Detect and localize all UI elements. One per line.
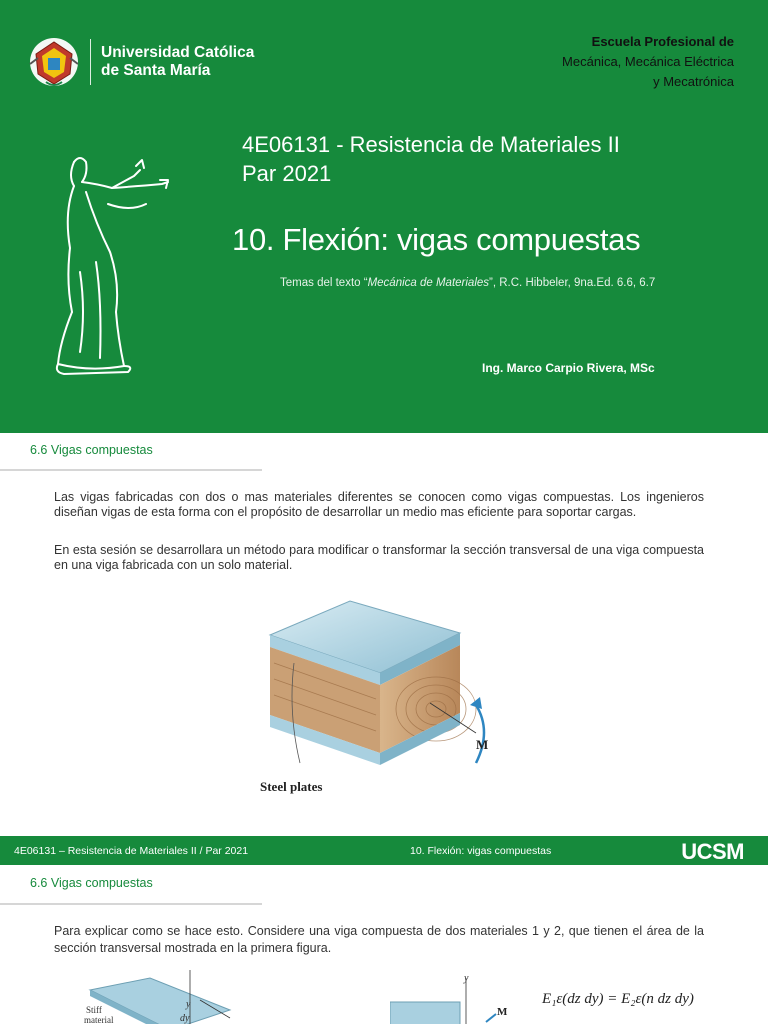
heading-divider xyxy=(0,469,262,471)
school-line-1: Escuela Profesional de xyxy=(591,34,734,49)
footer-course: 4E06131 – Resistencia de Materiales II / Par 2021 xyxy=(14,845,249,857)
explanation-paragraph: Para explicar como se hace esto. Considere una viga compuesta de dos materiales 1 y 2, que tienen el área de la sección transversal mostrada en la primera figura. xyxy=(54,924,704,955)
footer-logo: UCSM xyxy=(681,839,744,864)
moment-label-2: M xyxy=(497,1006,508,1018)
stiff-label: Stiff xyxy=(86,1005,102,1015)
school-line-3: y Mecatrónica xyxy=(653,74,734,89)
y-axis-label-left: y xyxy=(186,999,191,1010)
steel-plates-label: Steel plates xyxy=(260,779,323,794)
school-line-2: Mecánica, Mecánica Eléctrica xyxy=(562,54,734,69)
dy-label: dy xyxy=(180,1013,190,1024)
force-equation: E₁ε(dz dy) = E₂ε(n dz dy) xyxy=(542,991,694,1007)
material-label: material xyxy=(84,1015,114,1024)
subtitle-suffix: ”, R.C. Hibbeler, 9na.Ed. 6.6, 6.7 xyxy=(489,277,656,289)
presentation-title: 10. Flexión: vigas compuestas xyxy=(232,222,641,257)
composite-beam-figure xyxy=(240,593,500,808)
title-slide xyxy=(0,0,768,433)
school-name xyxy=(562,32,734,92)
section-heading-2: 6.6 Vigas compuestas xyxy=(30,876,153,890)
virgin-figure-illustration xyxy=(50,152,180,377)
course-line-2: Par 2021 xyxy=(242,161,332,186)
course-line-1: 4E06131 - Resistencia de Materiales II xyxy=(242,132,620,157)
method-paragraph: En esta sesión se desarrollara un método para modificar o transformar la sección transversal de una viga compuesta en una viga fabricada con un solo material. xyxy=(54,543,704,572)
intro-paragraph: Las vigas fabricadas con dos o mas materiales diferentes se conocen como vigas compuestas. Los ingenieros diseñan vigas de esta forma con el propósito de desarrollar un medio mas eficiente para soportar cargas. xyxy=(54,490,704,519)
university-logo xyxy=(26,34,254,90)
footer-topic: 10. Flexión: vigas compuestas xyxy=(410,845,552,857)
content-slide-1 xyxy=(0,433,768,836)
moment-label: M xyxy=(476,737,489,752)
university-name xyxy=(101,44,254,80)
subtitle-prefix: Temas del texto “ xyxy=(280,277,368,289)
moment-arrow-icon xyxy=(476,705,484,763)
presentation-subtitle xyxy=(280,277,655,289)
university-name-line-2: de Santa María xyxy=(101,62,211,79)
logo-separator xyxy=(90,39,91,85)
slide-footer xyxy=(0,836,768,865)
course-code xyxy=(242,130,620,188)
author-name: Ing. Marco Carpio Rivera, MSc xyxy=(482,361,655,375)
transformed-section-figure xyxy=(390,970,530,1024)
university-crest-icon xyxy=(26,34,82,90)
section-heading: 6.6 Vigas compuestas xyxy=(30,443,153,457)
university-name-line-1: Universidad Católica xyxy=(101,44,255,61)
subtitle-book: Mecánica de Materiales xyxy=(367,277,490,289)
heading-divider-2 xyxy=(0,903,262,905)
y-axis-label-right: y xyxy=(464,973,469,984)
content-slide-2 xyxy=(0,865,768,1024)
